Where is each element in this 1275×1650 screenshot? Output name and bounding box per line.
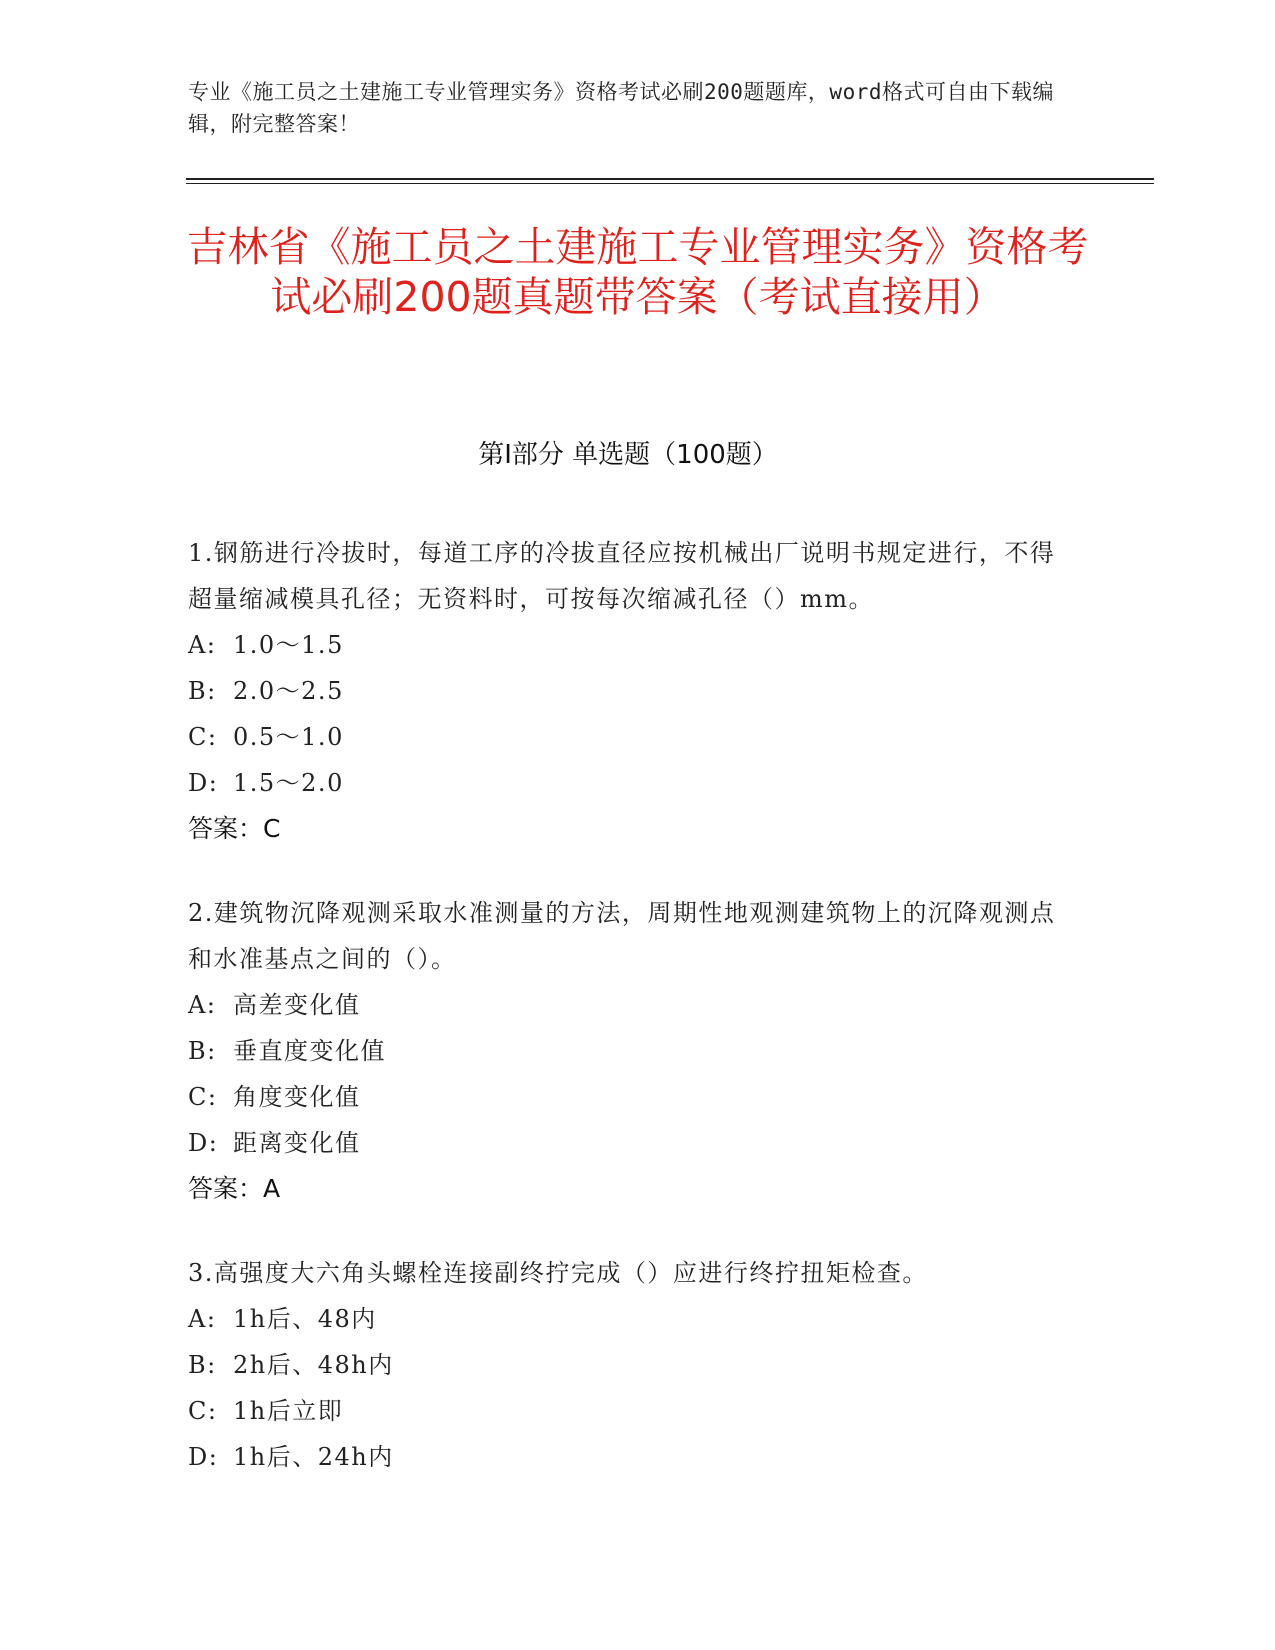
question-3	[188, 1250, 1068, 1480]
option-letter: C:	[188, 1083, 218, 1111]
option-text: 0.5～1.0	[233, 723, 344, 751]
option-letter: A:	[188, 1305, 217, 1333]
option-letter: D:	[188, 1129, 219, 1157]
option-a	[188, 1296, 1068, 1342]
option-text: 2.0～2.5	[233, 677, 344, 705]
option-text: 距离变化值	[233, 1129, 361, 1157]
option-letter: C:	[188, 1397, 218, 1425]
header-note: 专业《施工员之土建施工专业管理实务》资格考试必刷200题题库，word格式可自由下载编辑，附完整答案！	[188, 80, 1054, 136]
answer-value: A	[263, 1174, 281, 1203]
document-title: 吉林省《施工员之土建施工专业管理实务》资格考试必刷200题真题带答案（考试直接用）	[186, 223, 1089, 321]
option-letter: A:	[188, 631, 217, 659]
answer-line	[188, 806, 1068, 852]
option-c	[188, 714, 1068, 760]
option-letter: B:	[188, 1351, 217, 1379]
answer-label: 答案：	[188, 1174, 264, 1203]
option-c	[188, 1388, 1068, 1434]
option-letter: D:	[188, 1443, 219, 1471]
question-stem: 3.高强度大六角头螺栓连接副终拧完成（）应进行终拧扭矩检查。	[188, 1259, 928, 1287]
answer-line	[188, 1166, 1068, 1212]
answer-value: C	[263, 814, 281, 843]
option-text: 1h后、48内	[233, 1305, 377, 1333]
option-letter: B:	[188, 1037, 217, 1065]
header-divider-thick	[186, 178, 1154, 180]
option-text: 1h后、24h内	[233, 1443, 394, 1471]
option-text: 角度变化值	[233, 1083, 361, 1111]
answer-label: 答案：	[188, 814, 264, 843]
option-text: 1h后立即	[233, 1397, 344, 1425]
section-title: 第I部分 单选题（100题）	[478, 440, 778, 470]
question-list	[188, 530, 1068, 1518]
header-divider-thin	[186, 183, 1154, 184]
option-a	[188, 622, 1068, 668]
option-text: 高差变化值	[233, 991, 361, 1019]
question-stem: 2.建筑物沉降观测采取水准测量的方法，周期性地观测建筑物上的沉降观测点和水准基点之间的（）。	[188, 899, 1056, 973]
option-b	[188, 668, 1068, 714]
option-letter: C:	[188, 723, 218, 751]
option-c	[188, 1074, 1068, 1120]
question-2	[188, 890, 1068, 1212]
option-b	[188, 1342, 1068, 1388]
option-d	[188, 1434, 1068, 1480]
option-text: 1.0～1.5	[233, 631, 344, 659]
option-text: 2h后、48h内	[233, 1351, 394, 1379]
question-1	[188, 530, 1068, 852]
option-letter: B:	[188, 677, 217, 705]
option-a	[188, 982, 1068, 1028]
option-d	[188, 760, 1068, 806]
question-stem: 1.钢筋进行冷拔时，每道工序的冷拔直径应按机械出厂说明书规定进行，不得超量缩减模具孔径；无资料时，可按每次缩减孔径（）mm。	[188, 539, 1056, 613]
option-text: 1.5～2.0	[233, 769, 344, 797]
option-b	[188, 1028, 1068, 1074]
option-text: 垂直度变化值	[233, 1037, 386, 1065]
option-letter: A:	[188, 991, 217, 1019]
option-d	[188, 1120, 1068, 1166]
option-letter: D:	[188, 769, 219, 797]
